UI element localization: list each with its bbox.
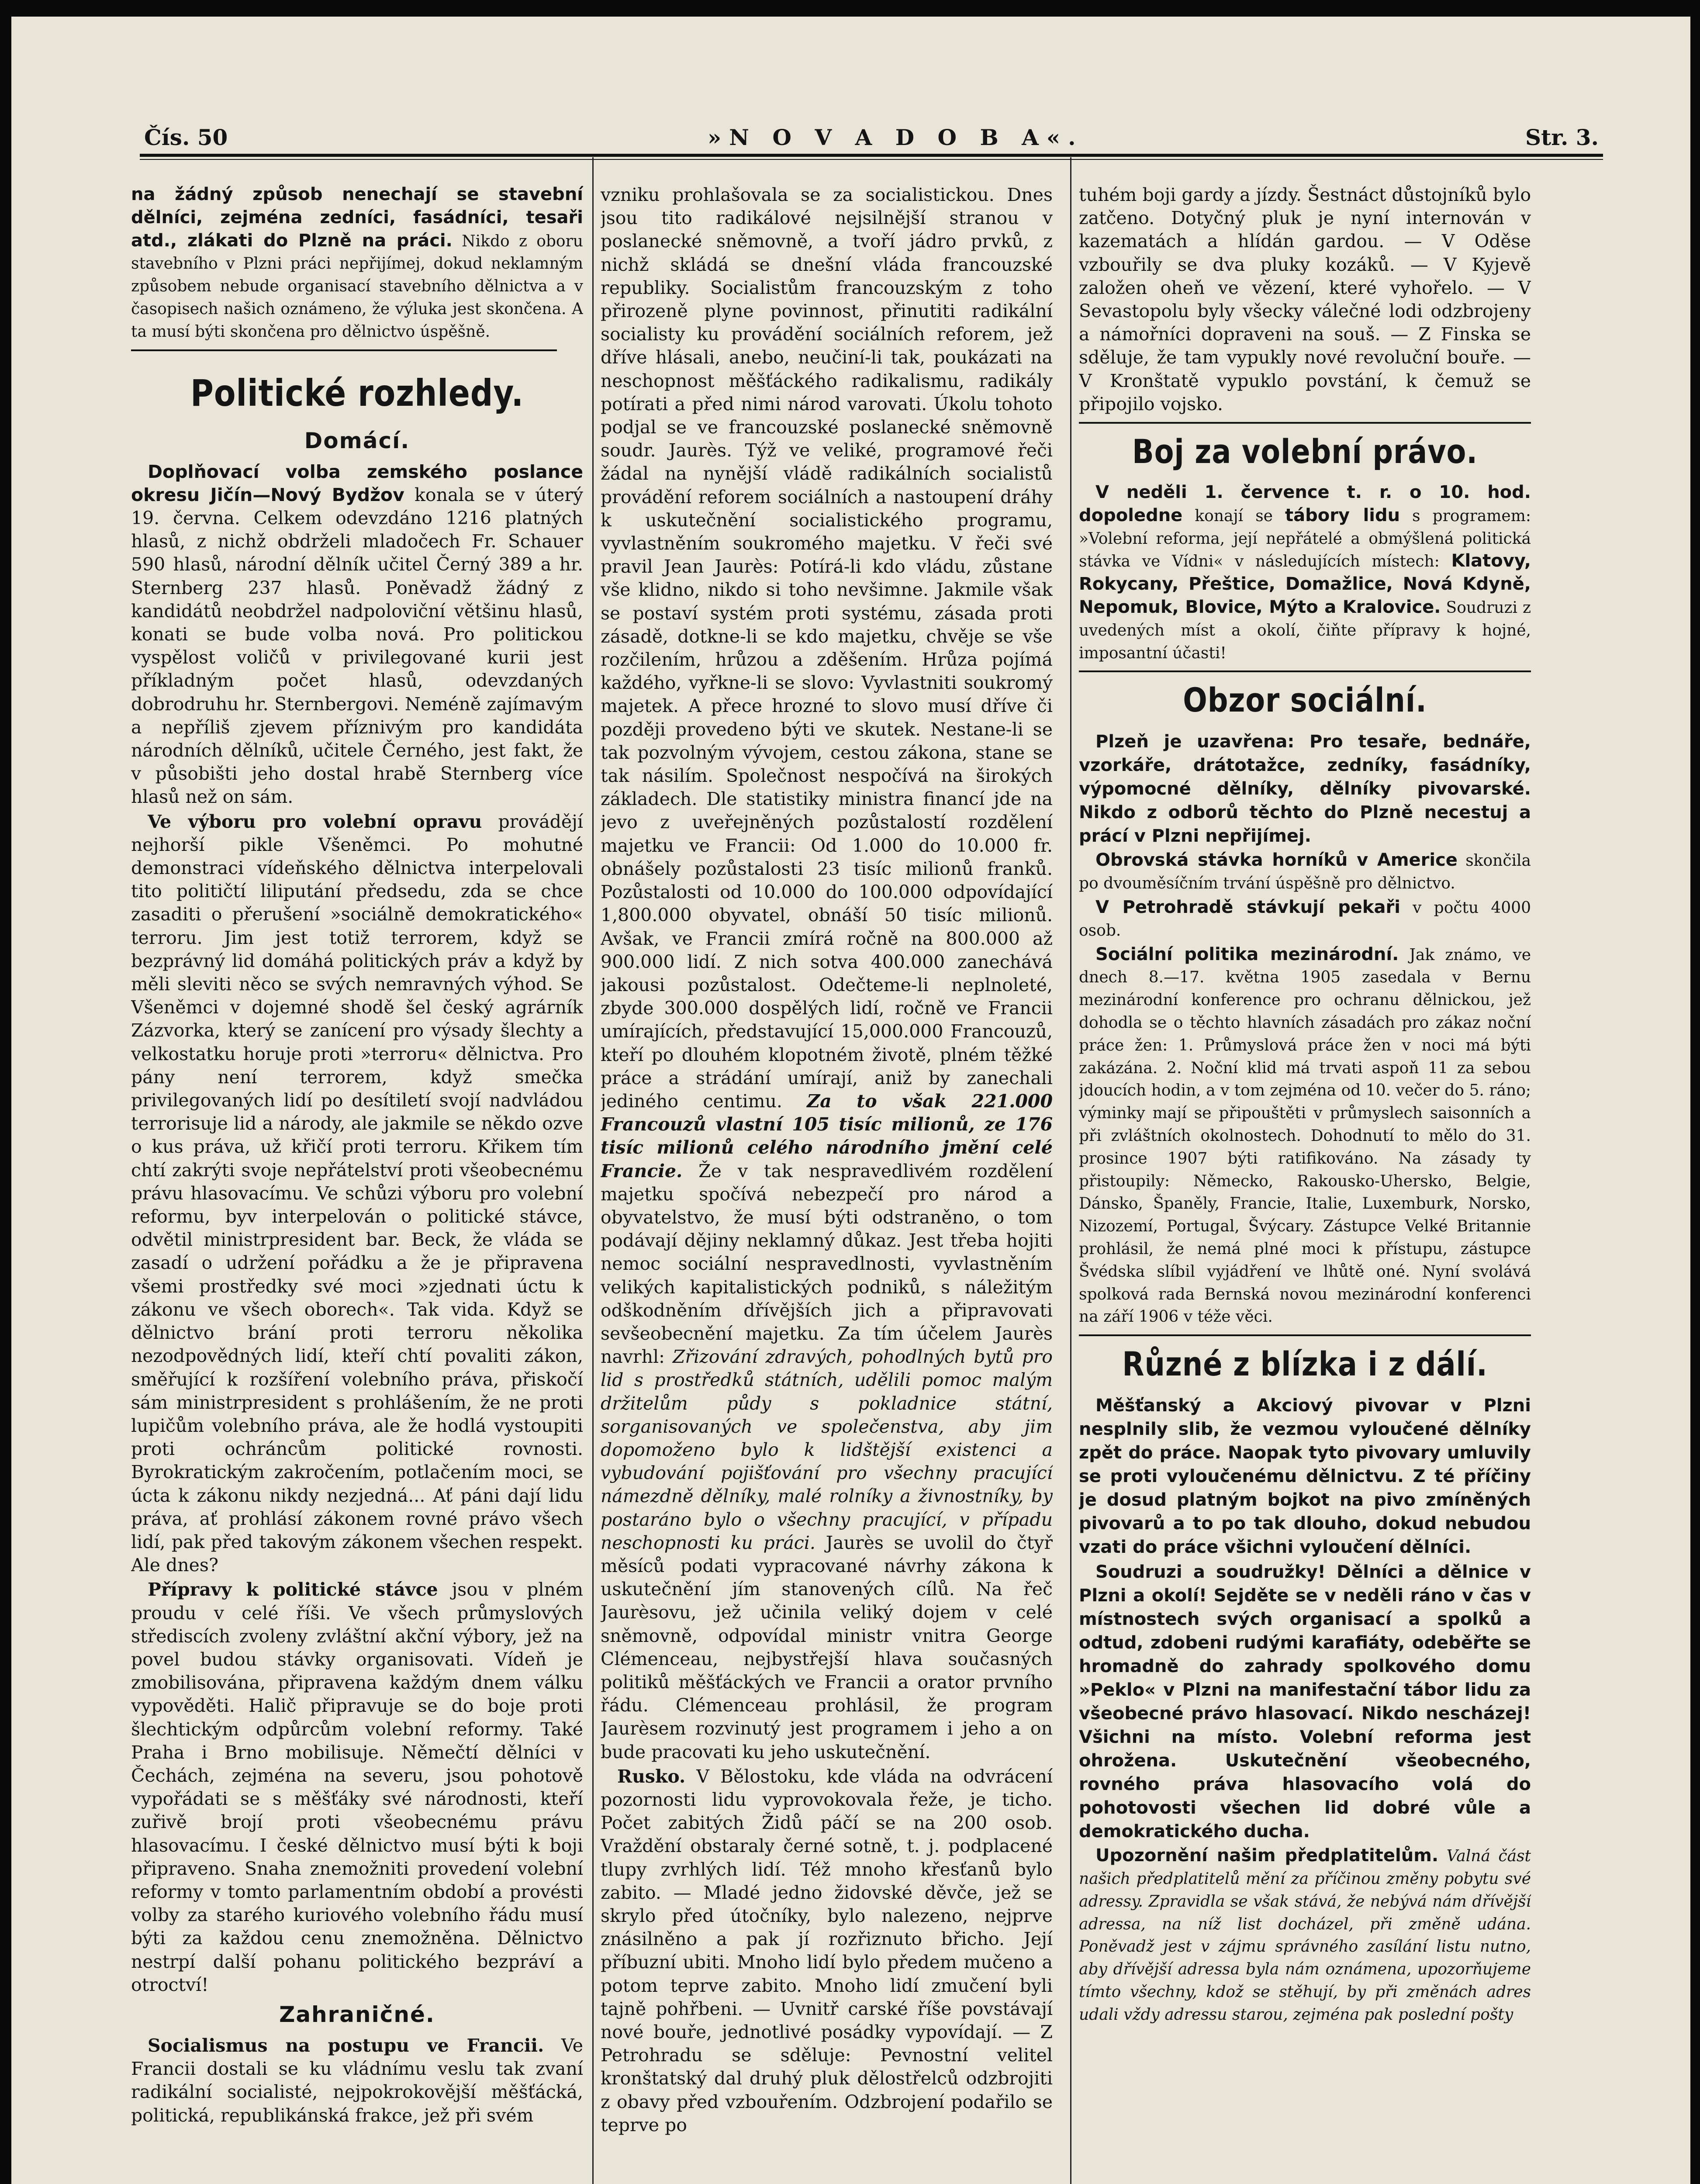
column-3 — [1079, 183, 1531, 2184]
article-rallies: V neděli 1. července t. r. o 10. hod. dopoledne konají se tábory lidu s programem: »Volební reforma, její nepřátelé a obmýšlená politická stávka ve Vídni« v následujících místech: Klatovy, Rokycany, Přeštice, Domažlice, Nová Kdyně, Nepomuk, Blovice, Mýto a Kralovice. Soudruzi z uvedených míst a okolí, čiňte přípravy k hojné, imposantní účasti! — [1079, 482, 1531, 662]
article-russia: Rusko. V Bělostoku, kde vláda na odvrácení pozornosti lidu vyprovokovala řeže, je ticho. Počet zabitých Židů páčí se na 200 osob. Vraždění obstaraly černé sotně, t. j. podplacené tlupy zvrhlých lidí. Též mnoho křesťanů bylo zabito. — Mladé jedno židovské děvče, jež se skrylo před útočníky, bylo nalezeno, nejprve znásilněno a pak jí rozřiznuto břicho. Její příbuzní ubiti. Mnoho lidí bylo předem mučeno a potom teprve zabito. Mnoho lidí zmučení byli tajně pohřbeni. — Uvnitř carské říše povstávají nové bouře, jednotlivé posádky vypovídají. — Z Petrohradu se sděluje: Pevnostní velitel kronštatský dal druhý pluk dělostřelců odzbrojiti z obavy před vzbouřením. Odzbrojení podařilo se teprve po — [601, 1766, 1053, 2136]
header-rule — [140, 154, 1603, 157]
article-subscriber-notice: Upozornění našim předplatitelům. Valná část našich předplatitelů mění za příčinou změny pobytu své adressy. Zpravidla se však stává, že nebývá nám dřívější adressa, na níž list docházel, při změně udána. Poněvadž jest v zájmu správného zasílání listu nutno, aby dřívější adressa byla nám oznámena, upozorňujeme tímto všechny, kdož se stěhují, by při změnách adres udali vždy adressu starou, zejména pak poslední pošty — [1079, 1845, 1531, 2024]
article-socialism-france: Socialismus na postupu ve Francii. Ve Francii dostali se ku vládnímu veslu tak zvaní radikální socialisté, nejpokrokovější měšťácká, politická, republikánská frakce, jež při svém — [131, 2035, 583, 2126]
newspaper-title: »N O V A D O B A«. — [708, 124, 1084, 150]
page-header — [144, 124, 1599, 151]
article-comrades-call: Soudruzi a soudružky! Dělníci a dělnice v Plzni a okolí! Sejděte se v neděli ráno v čas v místnostech svých organisací a spolků a odtud, zdobeni rudými karafiáty, odeběřte se hromadně do zahrady spolkového domu »Peklo« v Plzni na manifestační tábor lidu za všeobecné právo hlasovací. Nikdo nescházej! Všichni na místo. Volební reforma jest ohrožena. Uskutečnění všeobecného, rovného práva hlasovacího volá do pohotovosti všechen lid dobré vůle a demokratického ducha. — [1079, 1562, 1531, 1842]
header-rule-thin — [140, 159, 1603, 160]
scan-border-left — [0, 0, 11, 2184]
article-brewery-boycott: Měšťanský a Akciový pivovar v Plzni nesplnily slib, že vezmou vyloučené dělníky zpět do práce. Naopak tyto pivovary umluvily se proti vyloučenému dělnictvu. Z té příčiny je dosud platným bojkot na pivo zmíněných pivovarů a to po tak dlouho, dokud nebudou vzati do práce všichni vyloučení dělníci. — [1079, 1396, 1531, 1558]
section-separator — [131, 349, 557, 351]
article-plzen-closed: Plzeň je uzavřena: Pro tesaře, bednáře, vzorkáře, drátotažce, zedníky, fasádníky, výpomocné dělníky, dělníky pivovarské. Nikdo z odborů těchto do Plzně necestuj a prácí v Plzni nepřijímej. — [1079, 732, 1531, 847]
subheading-domestic: Domácí. — [304, 428, 410, 453]
article-electoral-committee: Ve výboru pro volební opravu provádějí nejhorší pikle Všeněmci. Po mohutné demonstraci vídeňského dělnictva interpelovali tito političtí liliputání předsedu, zda se chce zasaditi o přerušení »sociálně demokratického« terroru. Jim jest totiž terrorem, když se bezprávný lid domáhá politických práv a když by měli sleviti něco se svých nemravných výhod. Se Všeněmci v dojemné shodě šel český agrárník Zázvorka, který se zanícení pro výsady šlechty a velkostatku horuje proti »terroru« dělnictva. Pro pány není terrorem, když smečka privilegovaných lidí po desítiletí svojí nadvládou terrorisuje lid a národy, ale jakmile se někdo ozve o kus práva, už křičí proti terroru. Křikem tím chtí zakrýti svoje nepřátelství proti všeobecnému právu hlasovacímu. Ve schůzi výboru pro volební reformu, byv interpelován o politické stávce, odvětil ministrpresident bar. Beck, že vláda se zasadí o udržení pořádku a že je připravena všemi prostředky své moci »zjednati úctu k zákonu ve všech oborech«. Tak vida. Když se dělnictvo brání proti terroru několika nezodpovědných lidí, kteří chtí povaliti zákon, směřující k rozšíření volebního práva, přiskočí sám ministrpresident s prohlášením, že ne proti lupičům volebního práva, ale že hodlá vystoupiti proti ochráncům politické rovnosti. Byrokratickým zakročením, potlačením moci, se úcta k zákonu nikdy nezjedná... Ať páni dají lidu práva, ať prohlásí zákonem rovné právo všech lidí, pak před takovým zákonem všechen respekt. Ale dnes? — [131, 811, 583, 1576]
article-petersburg-bakers: V Petrohradě stávkují pekaři v počtu 4000 osob. — [1079, 897, 1531, 940]
column-1 — [131, 183, 583, 2184]
column-2 — [601, 183, 1053, 2184]
section-heading-social: Obzor sociální. — [1183, 681, 1427, 720]
column-divider-2 — [1070, 157, 1071, 2184]
article-international-social-policy: Sociální politika mezinárodní. Jak známo, ve dnech 8.—17. května 1905 zasedala v Bernu mezinárodní konference pro ochranu dělnickou, jež dohodla se o těchto hlavních zásadách pro zákaz noční práce žen: 1. Průmyslová práce žen v noci má býti zakázána. 2. Noční klid má trvati aspoň 11 za sebou jdoucích hodin, a v tom zejména od 10. večer do 5. ráno; výminky mají se připouštěti v průmyslech saisonních a při zvláštních okolnostech. Dohodnutí to mělo do 31. prosince 1907 býti ratifikováno. Na zásady ty přistoupily: Německo, Rakousko-Uhersko, Belgie, Dánsko, Španěly, Francie, Italie, Luxemburk, Norsko, Nizozemí, Portugal, Švýcary. Zástupce Velké Britannie prohlásil, že nemá plné moci k přístupu, zástupce Švédska slíbil vyjádření ve lhůtě oné. Nyní svolává spolková rada Bernská novou mezinárodní konferenci na září 1906 v téže věci. — [1079, 944, 1531, 1326]
article-france-continued: vzniku prohlašovala se za socialistickou. Dnes jsou tito radikálové nejsilnější stranou v poslanecké sněmovně, a tvoří jádro prvků, z nichž skládá se dnešní vláda francouzské republiky. Socialistům francouzským z toho přirozeně plyne povinnost, přinutiti radikální socialisty ku provádění sociálních reforem, jež dříve hlásali, anebo, neučiní-li tak, poukázati na neschopnost měšťáckého radikalismu, radikály potírati a před nimi národ varovati. Úkolu tohoto podjal se ve francouzské poslanecké sněmovně soudr. Jaurès. Týž ve veliké, programové řeči žádal na nynější vládě radikálních socialistů provádění reforem sociálních a nastoupení dráhy k uskutečnění socialistického programu, vyvlastněním soukromého majetku. V řeči své pravil Jean Jaurès: Potírá-li kdo vládu, zůstane vše klidno, nikdo si toho nevšimne. Jakmile však se postaví systém proti systému, zásada proti zásadě, dotkne-li se kdo majetku, chvěje se vše rozčilením, hrůzou a zděšením. Hrůza pojímá každého, vyřkne-li se slovo: Vyvlastniti soukromý majetek. A přece hrozné to slovo musí dříve či později provedeno býti ve skutek. Nestane-li se tak pozvolným vývojem, cestou zákona, stane se tak násilím. Společnost nespočívá na širokých základech. Dle statistiky ministra financí jde na jevo z uveřejněných pozůstalostí rozdělení majetku ve Francii: Od 1.000 do 10.000 fr. obnášely pozůstalosti 23 tisíc milionů franků. Pozůstalosti od 10.000 do 100.000 odpovídající 1,800.000 obyvatel, obnáší 50 tisíc milionů. Avšak, ve Francii zmírá ročně na 800.000 až 900.000 lidí. Z nich sotva 400.000 zanechává jakousi pozůstalost. Odečteme-li neplnoleté, zbyde 300.000 dospělých lidí, ročně ve Francii umírajících, představující 15,000.000 Francouzů, kteří po dlouhém klopotném životě, plném těžké práce a strádání umírají, aniž by zanechali jediného centimu. Za to však 221.000 Francouzů vlastní 105 tisíc milionů, ze 176 tisíc milionů celého národního jmění celé Francie. Že v tak nespravedlivém rozdělení majetku spočívá nebezpečí pro národ a obyvatelstvo, že musí býti odstraněno, o tom podávají dějiny neklamný důkaz. Jest třeba hojiti nemoc sociální nespravedlnosti, vyvlastněním velikých kapitalistických podniků, s náležitým odškodněním dřívějších jich a připravovati sevšeobecnění majetku. Za tím účelem Jaurès navrhl: Zřizování zdravých, pohodlných bytů pro lid s prostředků státních, udělili pomoc malým držitelům půdy s pokladnice státní, sorganisovaných ve společenstva, aby jim dopomoženo bylo k lidštější existenci a vybudování pojišťování pro všechny pracující námezdně dělníky, malé rolníky a živnostníky, by postaráno bylo o všechny pracující, v případu neschopnosti ku práci. Jaurès se uvolil do čtyř měsíců podati vypracované návrhy zákona k uskutečnění jím stanovených cílů. Na řeč Jaurèsovu, jež učinila veliký dojem v celé sněmovně, odpovídal ministr vnitra George Clémenceau, nejbystřejší hlava současných politiků měšťáckých ve Francii a orator prvního řádu. Clémenceau prohlásil, že program Jaurèsem rozvinutý jest programem i jeho a on bude pracovati ku jeho uskutečnění. — [601, 184, 1053, 1762]
strike-notice: na žádný způsob nenechají se stavební dělníci, zejména zedníci, fasádníci, tesaři atd., zlákati do Plzně na práci. Nikdo z oboru stavebního v Plzni práci nepřijímej, dokud neklamným způsobem nebude organisací stavebního dělnictva a v časopisech našich oznámeno, že výluka jest skončena. A ta musí býti skončena pro dělnictvo úspěšně. — [131, 184, 583, 341]
subheading-foreign: Zahraničné. — [279, 2001, 435, 2027]
article-american-strike: Obrovská stávka horníků v Americe skončila po dvouměsíčním trvání úspěšně pro dělnictvo. — [1079, 850, 1531, 893]
section-heading-political: Politické rozhledy. — [190, 371, 524, 415]
page-number: Str. 3. — [1525, 124, 1599, 150]
scan-border-right — [1690, 0, 1700, 2184]
section-separator — [1079, 422, 1531, 424]
scan-border-top — [0, 0, 1700, 17]
section-heading-misc: Různé z blízka i z dálí. — [1122, 1344, 1488, 1384]
article-by-election: Doplňovací volba zemského poslance okresu Jičín—Nový Bydžov konala se v úterý 19. června. Celkem odevzdáno 1216 platných hlasů, z nichž obdrželi mladočech Fr. Schauer 590 hlasů, národní dělník učitel Černý 389 a hr. Sternberg 237 hlasů. Poněvadž žádný z kandidátů neobdržel nadpoloviční většinu hlasů, konati se bude volba nová. Pro politickou vyspělost voličů v privilegované kurii jest příkladným počet hlasů, odevzdaných dobrodruhu hr. Sternbergovi. Neméně zajímavým a nepříliš zjevem příznivým pro kandidáta národních dělníků, učitele Černého, jest fakt, že v působišti jeho dostal hrabě Sternberg více hlasů než on sám. — [131, 461, 583, 808]
section-separator — [1079, 670, 1531, 672]
column-divider-1 — [592, 157, 594, 2184]
section-heading-voting-rights: Boj za volební právo. — [1132, 432, 1478, 471]
article-russia-continued: tuhém boji gardy a jízdy. Šestnáct důstojníků bylo zatčeno. Dotyčný pluk je nyní internován v kazematách a hlídán gardou. — V Oděse vzbouřily se dva pluky kozáků. — V Kyjevě založen oheň ve vězení, které vyhořelo. — V Sevastopolu byly všecky válečné lodi odzbrojeny a námořníci dopraveni na souš. — Z Finska se sděluje, že tam vypukly nové revoluční bouře. — V Kronštatě vypuklo povstání, k čemuž se připojilo vojsko. — [1079, 184, 1531, 415]
section-separator — [1079, 1334, 1531, 1336]
issue-number: Čís. 50 — [144, 124, 228, 150]
article-political-strike: Přípravy k politické stávce jsou v plném proudu v celé říši. Ve všech průmyslových střediscích zvoleny zvláštní akční výbory, jež na povel budou stávky organisovati. Vídeň je zmobilisována, připravena každým dnem válku vypověděti. Halič připravuje se do boje proti šlechtickým odpůrcům volební reformy. Také Praha i Brno mobilisuje. Němečtí dělníci v Čechách, zejména na severu, jsou pohotově vypořádati se s měšťáky své národnosti, kteří zuřivě brojí proti všeobecnému právu hlasovacímu. I české dělnictvo musí býti k boji připraveno. Snaha znemožniti provedení volební reformy v tomto parlamentním období a provésti volby za starého kuriového volebního řádu musí býti za každou cenu znemožněna. Dělnictvo nestrpí další pohanu politického bezpráví a otroctví! — [131, 1579, 583, 1995]
